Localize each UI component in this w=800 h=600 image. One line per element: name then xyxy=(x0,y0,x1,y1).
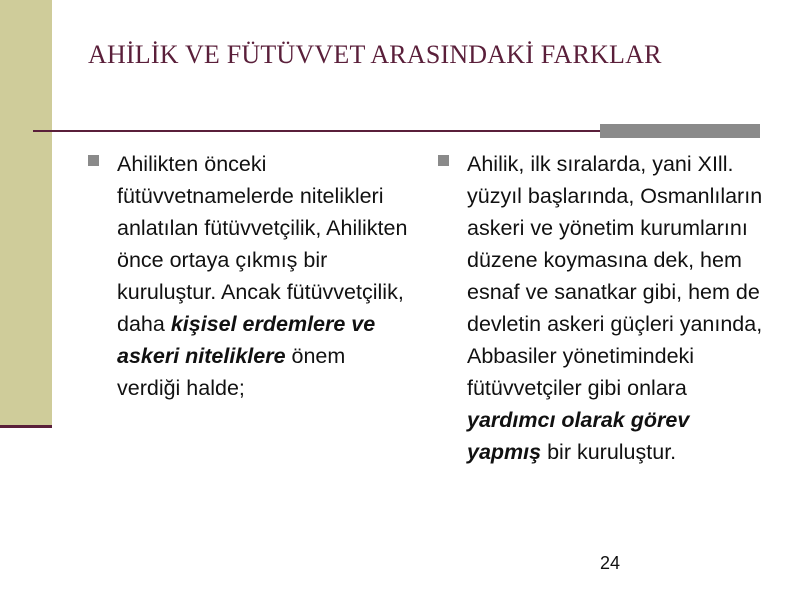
bullet-item-left xyxy=(88,148,408,404)
text-segment: önem verdiği halde; xyxy=(117,344,346,400)
decorative-corner-bar xyxy=(600,124,760,138)
emphasis-text: yardımcı olarak görev yapmış xyxy=(467,408,690,464)
right-column xyxy=(438,148,768,468)
emphasis-text: kişisel erdemlere ve askeri niteliklere xyxy=(117,312,376,368)
bullet-text-right xyxy=(467,148,768,468)
sidebar-underline xyxy=(0,425,52,428)
slide-title: AHİLİK VE FÜTÜVVET ARASINDAKİ FARKLAR xyxy=(88,40,662,69)
square-bullet-icon xyxy=(438,155,449,166)
left-column xyxy=(88,148,408,404)
page-number: 24 xyxy=(600,553,621,573)
text-segment: Ahilik, ilk sıralarda, yani XIll. yüzyıl başlarında, Osmanlıların askeri ve yönetim kurumlarını düzene koymasına dek, hem esnaf ve sanatkar gibi, hem de devletin askeri güçleri yanında, Abbasiler yönetimindeki fütüvvetçiler gibi onlara xyxy=(467,152,763,400)
bullet-item-right xyxy=(438,148,768,468)
bullet-text-left xyxy=(117,148,408,404)
square-bullet-icon xyxy=(88,155,99,166)
text-segment: Ahilikten önceki fütüvvetnamelerde nitelikleri anlatılan fütüvvetçilik, Ahilikten önce ortaya çıkmış bir kuruluştur. Ancak fütüvvetçilik, daha xyxy=(117,152,408,336)
decorative-sidebar xyxy=(0,0,52,426)
text-segment: bir kuruluştur. xyxy=(541,440,677,464)
